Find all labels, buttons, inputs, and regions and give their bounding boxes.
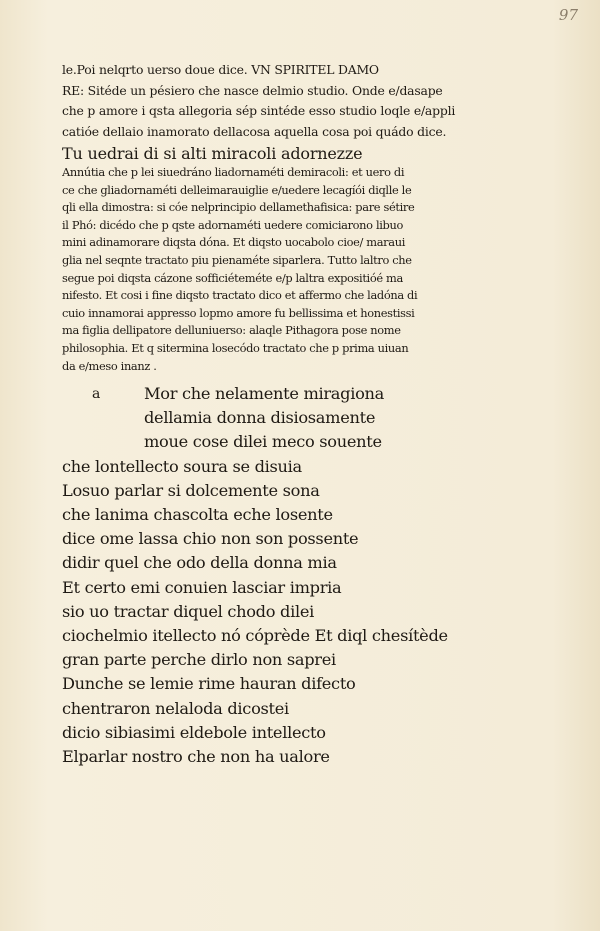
poem-verse: Losuo parlar si dolcemente sona xyxy=(62,480,320,500)
commentary-line: glia nel seqnte tractato piu pienaméte siparlera. Tutto laltro che xyxy=(62,252,412,267)
commentary-line: ce che gliadornaméti delleimarauiglie e/uedere lecagíói diqlle le xyxy=(62,182,412,197)
commentary-line: philosophia. Et q sitermina losecódo tractato che p prima uiuan xyxy=(62,340,409,355)
commentary-block xyxy=(62,164,480,375)
folio-number: 97 xyxy=(558,6,578,24)
commentary-line: il Phó: dicédo che p qste adornaméti uedere comiciarono libuo xyxy=(62,217,403,232)
canzone-poem xyxy=(62,382,492,769)
prose-line: catióe dellaio inamorato dellacosa aquella cosa poi quádo dice. xyxy=(62,123,447,139)
poem-verse: chentraron nelaloda dicostei xyxy=(62,698,289,718)
commentary-line: nifesto. Et cosi i fine diqsto tractato dico et affermo che ladóna di xyxy=(62,288,418,303)
commentary-line: segue poi diqsta cázone sofficiéteméte e/p laltra expositióé ma xyxy=(62,270,403,285)
poem-verse: gran parte perche dirlo non saprei xyxy=(62,650,336,670)
poem-verse: moue cose dilei meco souente xyxy=(144,432,382,452)
prose-line: che p amore i qsta allegoria sép sintéde esso studio loqle e/appli xyxy=(62,103,456,118)
commentary-line: da e/meso inanz . xyxy=(62,358,157,373)
poem-verse: che lanima chascolta eche losente xyxy=(62,505,333,525)
poem-verse: Mor che nelamente miragiona xyxy=(144,384,385,403)
poem-verse: sio uo tractar diquel chodo dilei xyxy=(62,601,314,621)
poem-verse: Et certo emi conuien lasciar impria xyxy=(62,577,342,597)
commentary-line: cuio innamorai appresso lopmo amore fu bellissima et honestissi xyxy=(62,305,415,320)
lemma-heading: Tu uedrai di si alti miracoli adornezze xyxy=(62,144,363,163)
opening-prose xyxy=(62,60,480,142)
poem-verse: dicio sibiasimi eldebole intellecto xyxy=(62,722,326,742)
poem-verse: dice ome lassa chio non son possente xyxy=(62,529,359,549)
prose-line: RE: Sitéde un pésiero che nasce delmio studio. Onde e/dasape xyxy=(62,82,443,98)
poem-verse: didir quel che odo della donna mia xyxy=(62,553,337,573)
prose-line: le.Poi nelqrto uerso doue dice. VN SPIRITEL DAMO xyxy=(62,62,379,77)
commentary-line: Annútia che p lei siuedráno liadornaméti demiracoli: et uero di xyxy=(62,165,405,179)
commentary-line: qli ella dimostra: si cóe nelprincipio dellamethafisica: pare sétire xyxy=(62,200,415,215)
commentary-line: mini adinamorare diqsta dóna. Et diqsto uocabolo cioe/ maraui xyxy=(62,235,405,250)
poem-verse: ciochelmio itellecto nó cóprède Et diql chesítède xyxy=(62,626,448,646)
poem-verse: Dunche se lemie rime hauran difecto xyxy=(62,674,356,694)
commentary-line: ma figlia dellipatore delluniuerso: alaqle Pithagora pose nome xyxy=(62,323,401,338)
poem-verse: Elparlar nostro che non ha ualore xyxy=(62,747,330,767)
poem-verse: che lontellecto soura se disuia xyxy=(62,456,302,476)
initial-letter-guide: a xyxy=(92,386,101,402)
poem-verse: dellamia donna disiosamente xyxy=(144,408,376,428)
